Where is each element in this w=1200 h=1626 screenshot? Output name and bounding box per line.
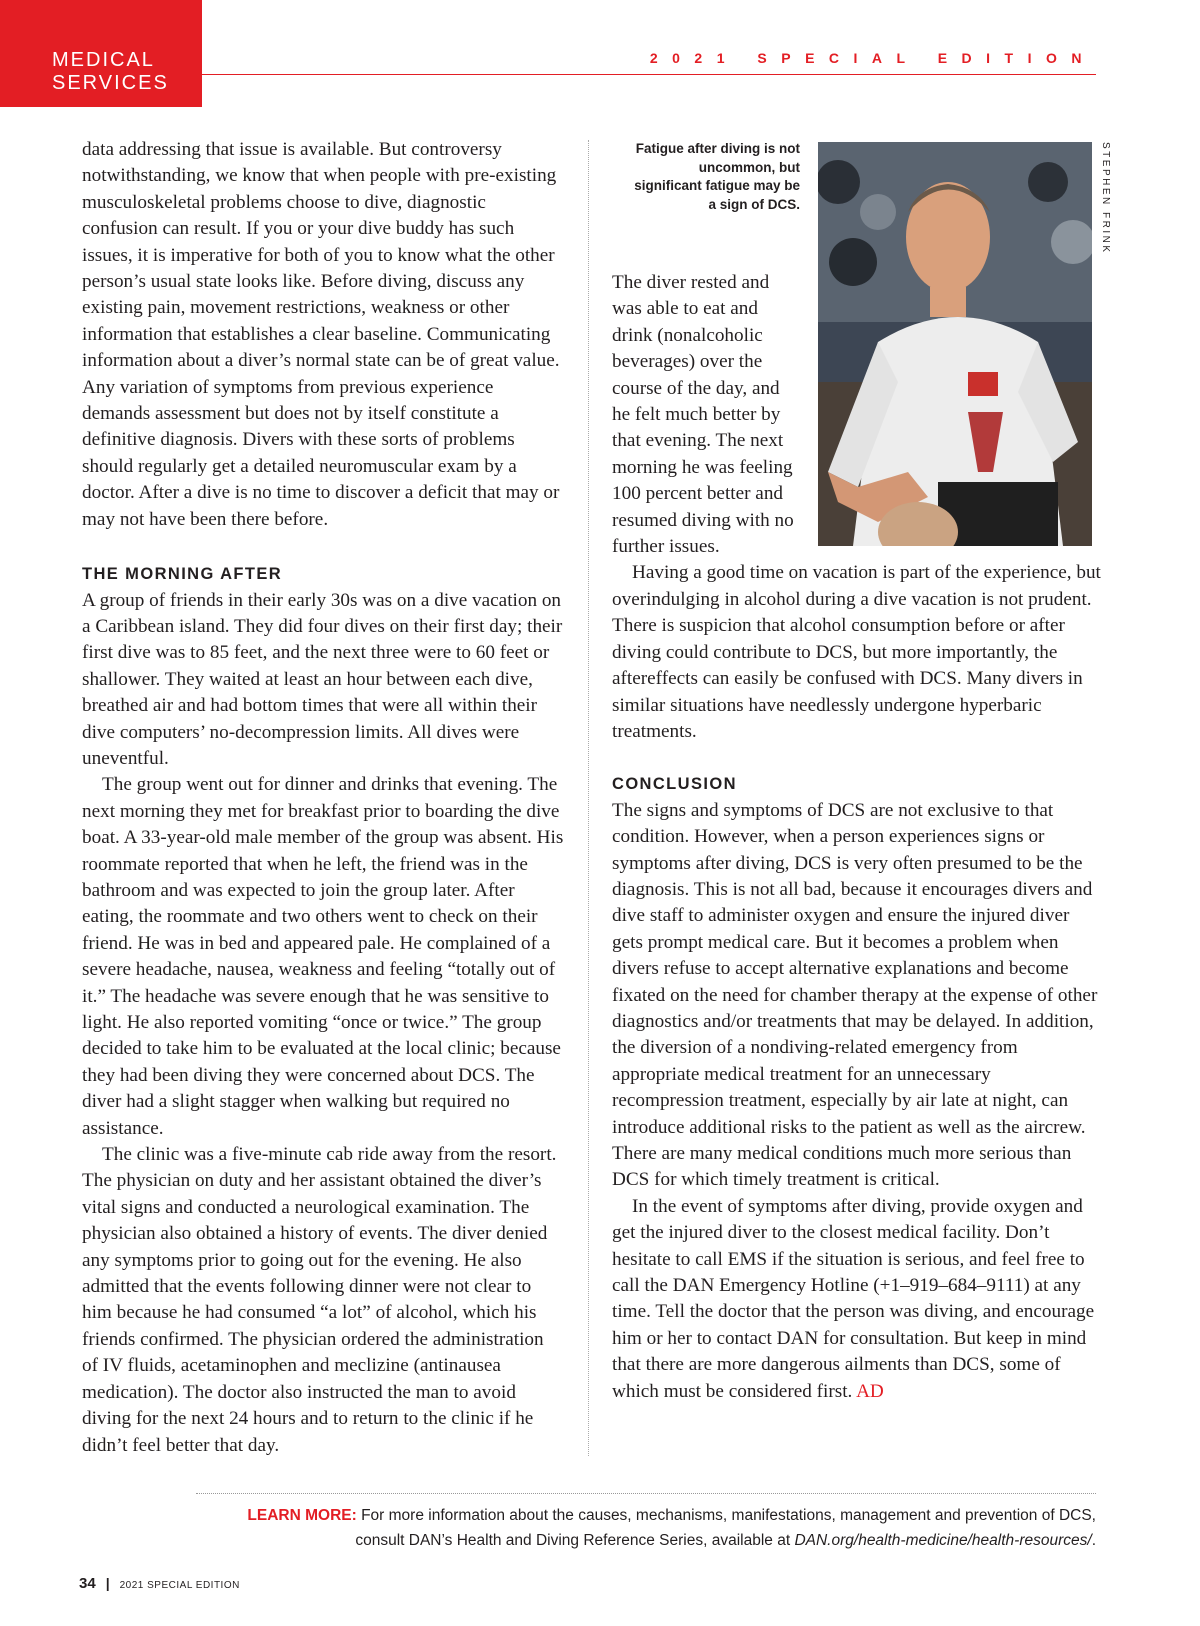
heading-conclusion: CONCLUSION <box>612 775 737 794</box>
edition-header: 2021 SPECIAL EDITION <box>649 50 1096 66</box>
left-paragraph-4: The clinic was a five-minute cab ride away from the resort. The physician on duty and her assistant obtained the diver’s vital signs and conducted a neurological examination. The physician also obtained a history of events. The diver denied any symptoms prior to going out for the evening. He also admitted that the events following dinner were not clear to him because he had consumed “a lot” of alcohol, which his friends confirmed. The physician ordered the administration of IV fluids, acetaminophen and meclizine (antinausea medication). The doctor also instructed the man to avoid diving for the next 24 hours and to return to the clinic if he didn’t feel better that day. <box>82 1144 557 1456</box>
right-paragraph-1: The diver rested and was able to eat and drink (nonalcoholic beverages) over the course of the day, and he felt much better by that evening. The next morning he was feeling 100 percent better and resumed diving with no further issues. <box>612 272 794 558</box>
learn-more-box <box>196 1503 1096 1553</box>
right-paragraph-3: The signs and symptoms of DCS are not exclusive to that condition. However, when a person experiences signs or symptoms after diving, DCS is very often presumed to be the diagnosis. This is not all bad, because it encourages divers and dive staff to administer oxygen and ensure the injured diver gets prompt medical care. But it becomes a problem when divers refuse to accept alternative explanations and become fixated on the need for chamber therapy at the expense of other diagnostics and/or treatments that may be delayed. In addition, the diversion of a nondiving-related emergency from appropriate medical treatment for an unnecessary recompression treatment, especially by air late at night, can introduce additional risks to the patient as well as the aircrew. There are many medical conditions much more serious than DCS for which timely treatment is critical. <box>612 799 1098 1191</box>
section-label <box>52 49 169 95</box>
header-rule <box>202 74 1096 75</box>
section-label-line1: MEDICAL <box>52 49 155 71</box>
section-label-line2: SERVICES <box>52 72 169 94</box>
left-paragraph-3: The group went out for dinner and drinks that evening. The next morning they met for breakfast prior to boarding the dive boat. A 33-year-old male member of the group was absent. His roommate reported that when he left, the friend was in the bathroom and was expected to join the group later. After eating, the roommate and two others went to check on their friend. He was in bed and appeared pale. He complained of a severe headache, nausea, weakness and feeling “totally out of it.” The headache was severe enough that he was sensitive to light. He also reported vomiting “once or twice.” The group decided to take him to be evaluated at the local clinic; because they had been diving they were concerned about DCS. The diver had a slight stagger when walking but required no assistance. <box>82 774 564 1139</box>
photo-caption: Fatigue after diving is not uncommon, but significant fatigue may be a sign of DCS. <box>634 141 800 212</box>
learn-more-label: LEARN MORE: <box>247 1507 357 1524</box>
left-paragraph-2: A group of friends in their early 30s was on a dive vacation on a Caribbean island. They did four dives on their first day; their first dive was to 85 feet, and the next three were to 60 feet or shallower. They waited at least an hour between each dive, breathed air and had bottom times that were all within their dive computers’ no-decompression limits. All dives were uneventful. <box>82 589 563 769</box>
photo-credit: STEPHEN FRINK <box>1100 142 1111 255</box>
right-paragraph-2: Having a good time on vacation is part of the experience, but overindulging in alcohol during a dive vacation is not prudent. There is suspicion that alcohol consumption before or after diving could contribute to DCS, but more importantly, the aftereffects can easily be confused with DCS. Many divers in similar situations have needlessly undergone hyperbaric treatments. <box>612 562 1101 742</box>
heading-morning-after: THE MORNING AFTER <box>82 565 283 584</box>
page-number: 34 <box>79 1575 96 1592</box>
left-column <box>82 137 564 1459</box>
left-paragraph-1: data addressing that issue is available. But controversy notwithstanding, we know that when people with pre-existing musculoskeletal problems choose to dive, diagnostic confusion can result. If you or your dive buddy has such issues, it is imperative for both of you to know what the other person’s usual state looks like. Before diving, discuss any existing pain, movement restrictions, weakness or other information that establishes a clear baseline. Communicating information about a diver’s normal state can be of great value. Any variation of symptoms from previous experience demands assessment but does not by itself constitute a definitive diagnosis. Divers with these sorts of problems should regularly get a detailed neuromuscular exam by a doctor. After a dive is no time to discover a deficit that may or may not have been there before. <box>82 139 560 530</box>
learn-more-text: For more information about the causes, mechanisms, manifestations, management and prevention of DCS, consult DAN’s Health and Diving Reference Series, available at <box>355 1507 1096 1549</box>
right-column <box>612 137 1102 1405</box>
column-divider <box>588 140 589 1456</box>
footer-edition: 2021 SPECIAL EDITION <box>119 1580 240 1591</box>
end-mark: AD <box>856 1380 884 1402</box>
right-paragraph-4-text: In the event of symptoms after diving, provide oxygen and get the injured diver to the closest medical facility. Don’t hesitate to call EMS if the situation is serious, and feel free to call the DAN Emergency Hotline (+1–919–684–9111) at any time. Tell the doctor that the person was diving, and encourage him or her to contact DAN for consultation. But keep in mind that there are more dangerous ailments than DCS, some of which must be considered first. <box>612 1195 1095 1402</box>
section-tab <box>0 0 202 107</box>
footer-separator: | <box>105 1575 110 1591</box>
learn-more-link[interactable]: DAN.org/health-medicine/health-resources/ <box>794 1532 1092 1549</box>
page-footer <box>79 1575 240 1592</box>
learn-more-rule <box>196 1493 1096 1494</box>
right-paragraph-4 <box>612 1194 1102 1405</box>
learn-more-trail: . <box>1091 1532 1096 1549</box>
